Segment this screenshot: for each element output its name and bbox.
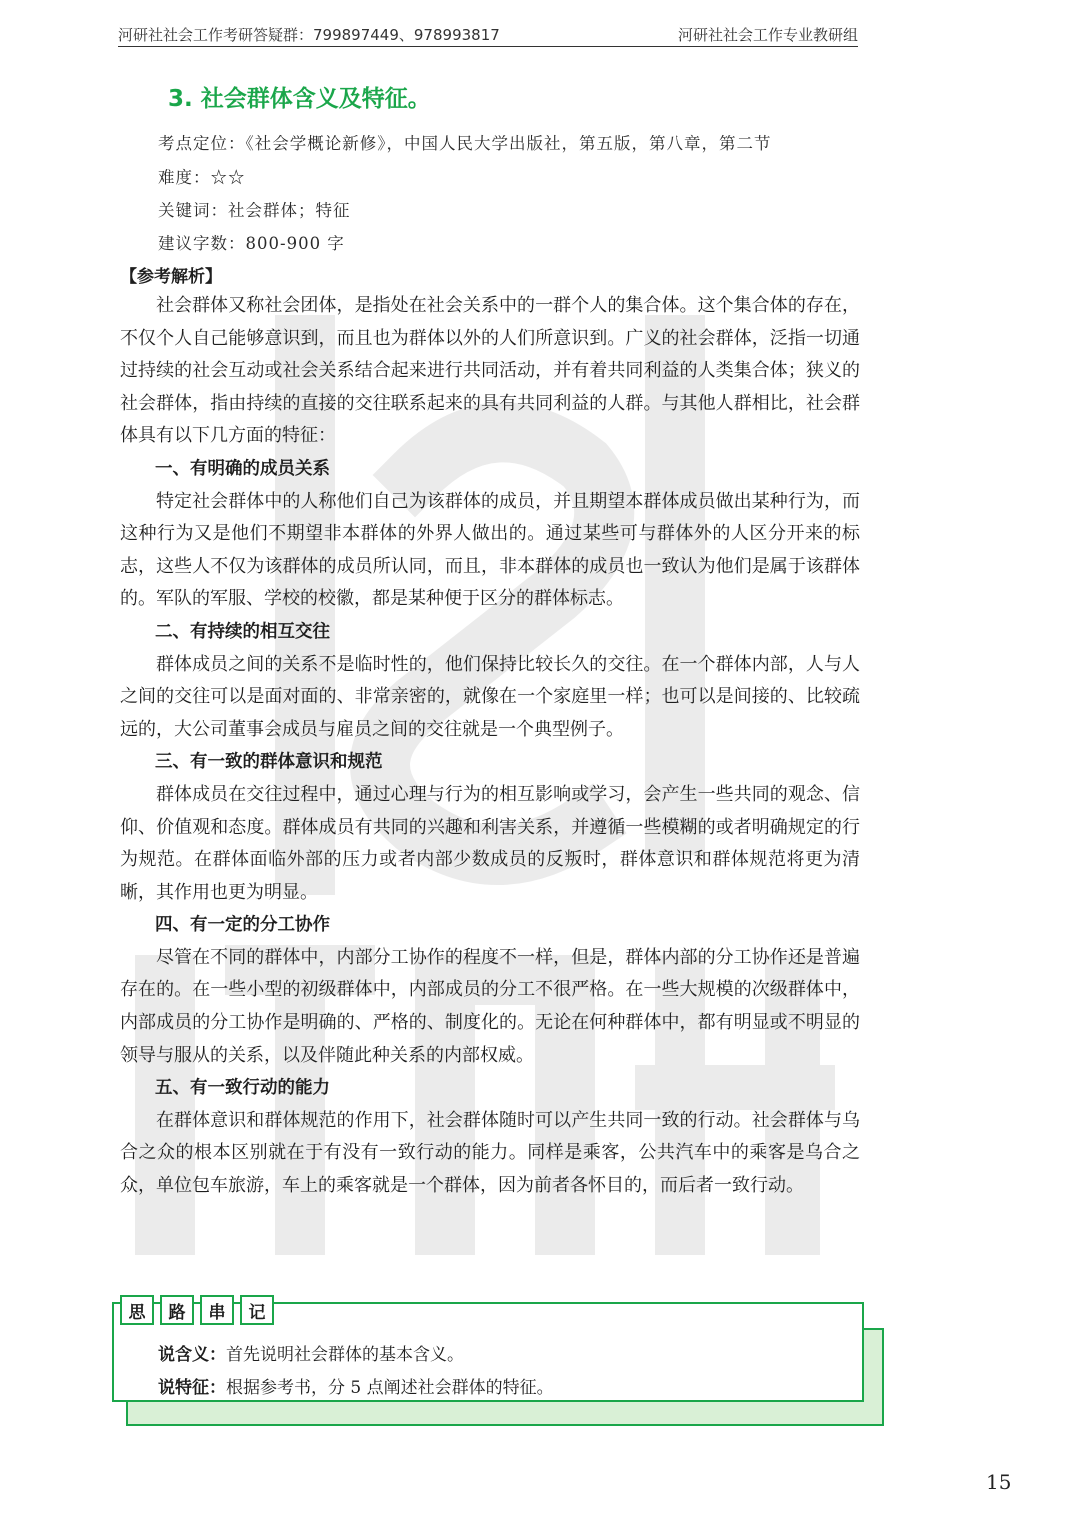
summary-line-meaning: [158, 1340, 464, 1365]
exam-point-location: 考点定位：《社会学概论新修》，中国人民大学出版社，第五版，第八章，第二节: [158, 134, 772, 153]
summary-tab-char: 记: [240, 1295, 274, 1325]
section-heading: 三、有一致的群体意识和规范: [155, 752, 383, 773]
section-paragraph: 群体成员之间的关系不是临时性的，他们保持比较长久的交往。在一个群体内部，人与人之间的交往可以是面对面的、非常亲密的，就像在一个家庭里一样；也可以是间接的、比较疏远的，大公司董事会成员与雇员之间的交往就是一个典型例子。: [120, 653, 860, 740]
summary-line-label: 说含义：: [158, 1345, 226, 1365]
reference-analysis-heading: 【参考解析】: [120, 267, 222, 287]
summary-box-tabs: [120, 1295, 274, 1325]
section-heading: 四、有一定的分工协作: [155, 915, 330, 936]
section-heading: 二、有持续的相互交往: [155, 621, 330, 642]
suggested-word-count: 建议字数：800-900 字: [158, 234, 345, 253]
section-paragraph: 特定社会群体中的人称他们自己为该群体的成员，并且期望本群体成员做出某种行为，而这种行为又是他们不期望非本群体的外界人做出的。通过某些可与群体外的人区分开来的标志，这些人不仅为该群体的成员所认同，而且，非本群体的成员也一致认为他们是属于该群体的。军队的军服、学校的校徽，都是某种便于区分的群体标志。: [120, 490, 860, 610]
difficulty-rating: 难度：☆☆: [158, 168, 246, 187]
answer-body: [120, 290, 860, 1203]
page-number: 15: [986, 1470, 1012, 1494]
section-heading: 一、有明确的成员关系: [155, 458, 330, 479]
header-qq-groups: 河研社社会工作考研答疑群：799897449、978993817: [118, 26, 500, 44]
summary-tab-char: 思: [120, 1295, 154, 1325]
section-paragraph: 在群体意识和群体规范的作用下，社会群体随时可以产生共同一致的行动。社会群体与乌合之众的根本区别就在于有没有一致行动的能力。同样是乘客，公共汽车中的乘客是乌合之众，单位包车旅游，车上的乘客就是一个群体，因为前者各怀目的，而后者一致行动。: [120, 1109, 860, 1197]
summary-line-text: 首先说明社会群体的基本含义。: [226, 1345, 464, 1365]
section-heading: 五、有一致行动的能力: [155, 1078, 330, 1099]
header-org-name: 河研社社会工作专业教研组: [677, 26, 858, 44]
intro-paragraph: 社会群体又称社会团体，是指处在社会关系中的一群个人的集合体。这个集合体的存在，不仅个人自己能够意识到，而且也为群体以外的人们所意识到。广义的社会群体，泛指一切通过持续的社会互动或社会关系结合起来进行共同活动，并有着共同利益的人类集合体；狭义的社会群体，指由持续的直接的交往联系起来的具有共同利益的人群。与其他人群相比，社会群体具有以下几方面的特征：: [120, 295, 860, 447]
page-header: [118, 22, 858, 47]
section-paragraph: 尽管在不同的群体中，内部分工协作的程度不一样，但是，群体内部的分工协作还是普遍存在的。在一些小型的初级群体中，内部成员的分工不很严格。在一些大规模的次级群体中，内部成员的分工协作是明确的、严格的、制度化的。无论在何种群体中，都有明显或不明显的领导与服从的关系，以及伴随此种关系的内部权威。: [120, 946, 860, 1066]
keywords: 关键词：社会群体；特征: [158, 201, 351, 220]
summary-line-label: 说特征：: [158, 1378, 226, 1398]
question-title: 3. 社会群体含义及特征。: [168, 86, 431, 112]
summary-tab-char: 路: [160, 1295, 194, 1325]
summary-tab-char: 串: [200, 1295, 234, 1325]
summary-line-text: 根据参考书，分 5 点阐述社会群体的特征。: [226, 1378, 554, 1398]
section-paragraph: 群体成员在交往过程中，通过心理与行为的相互影响或学习，会产生一些共同的观念、信仰、价值观和态度。群体成员有共同的兴趣和利害关系，并遵循一些模糊的或者明确规定的行为规范。在群体面临外部的压力或者内部少数成员的反叛时，群体意识和群体规范将更为清晰，其作用也更为明显。: [120, 783, 860, 903]
summary-line-features: [158, 1373, 554, 1398]
